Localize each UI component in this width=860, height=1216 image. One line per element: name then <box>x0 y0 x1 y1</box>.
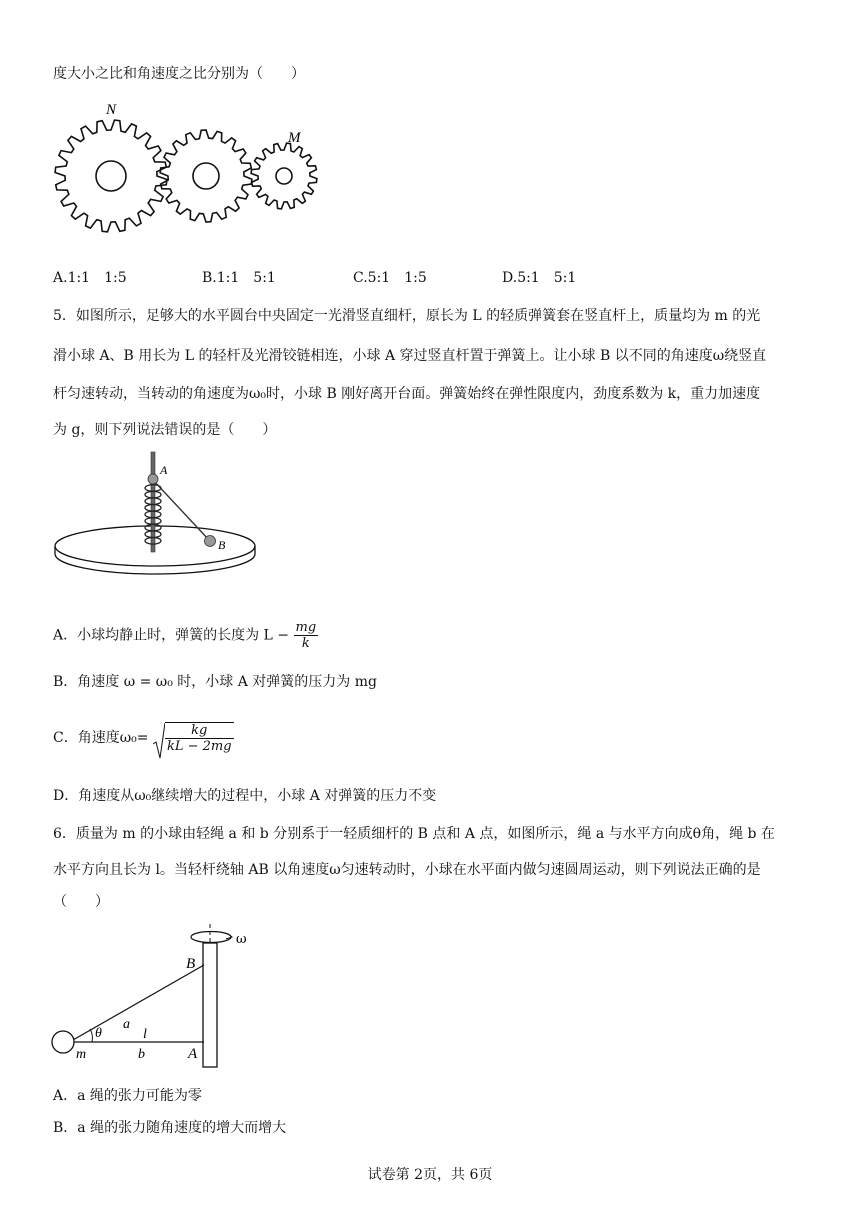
label-n: N <box>106 102 117 118</box>
q5-stem-line3: 杆匀速转动，当转动的角速度为ω₀时，小球 B 刚好离开台面。弹簧始终在弹性限度内，劲度系数为 k，重力加速度 <box>53 386 761 402</box>
gearN-outline <box>55 120 167 232</box>
gears-figure <box>48 96 328 256</box>
label-rope-b: b <box>138 1047 145 1062</box>
gear-n <box>55 120 167 232</box>
label-b: B <box>218 538 226 552</box>
q5-option-b[interactable]: B．角速度 ω = ω₀ 时，小球 A 对弹簧的压力为 mg <box>53 674 377 690</box>
q6-option-b[interactable]: B．a 绳的张力随角速度的增大而增大 <box>53 1120 287 1136</box>
q5-stem-line1: 5．如图所示，足够大的水平圆台中央固定一光滑竖直细杆，原长为 L 的轻质弹簧套在竖直杆上，质量均为 m 的光 <box>53 308 761 324</box>
q5-option-a[interactable]: A．小球均静止时，弹簧的长度为 L − $\frac{mg}{k}$ <box>53 620 317 651</box>
label-length-l: l <box>143 1027 147 1042</box>
fraction-mg-over-k: $\frac{mg}{k}$ <box>295 620 317 651</box>
label-omega: ω <box>236 932 247 947</box>
q6-stem-line2: 水平方向且长为 l。当轻杆绕轴 AB 以角速度ω匀速转动时，小球在水平面内做匀速圆周运动，则下列说法正确的是 <box>53 862 761 878</box>
turntable-figure <box>50 448 265 580</box>
label-rope-a: a <box>123 1017 130 1032</box>
q4-option-c[interactable]: C.5:1 1:5 <box>353 270 427 286</box>
q6-stem-line1: 6．质量为 m 的小球由轻绳 a 和 b 分别系于一轻质细杆的 B 点和 A 点，如图所示，绳 a 与水平方向成θ角，绳 b 在 <box>53 826 775 842</box>
label-point-a: A <box>188 1046 198 1062</box>
rope-a <box>73 965 204 1040</box>
q6-option-a[interactable]: A．a 绳的张力可能为零 <box>53 1088 202 1104</box>
q4-stem-tail: 度大小之比和角速度之比分别为（ ） <box>53 66 305 82</box>
q4-option-a[interactable]: A.1:1 1:5 <box>53 270 127 286</box>
page-footer: 试卷第 2页，共 6页 <box>367 1167 493 1183</box>
q5-stem-line4: 为 g，则下列说法错误的是（ ） <box>53 422 277 438</box>
q5-option-c[interactable]: C．角速度ω₀= $\frac{kg}{kL - 2mg}$ <box>53 722 234 754</box>
q5-option-d[interactable]: D．角速度从ω₀继续增大的过程中，小球 A 对弹簧的压力不变 <box>53 788 437 804</box>
label-a: A <box>160 463 168 477</box>
label-theta: θ <box>95 1026 102 1041</box>
gearM-outline <box>251 143 317 209</box>
rotation-arrow <box>191 932 231 943</box>
label-m: M <box>288 130 301 146</box>
label-point-b: B <box>186 956 196 972</box>
ball-m <box>52 1031 74 1053</box>
q4-option-d[interactable]: D.5:1 5:1 <box>502 270 577 286</box>
q4-option-b[interactable]: B.1:1 5:1 <box>202 270 276 286</box>
ball-a <box>148 474 158 484</box>
q6-stem-line3: （ ） <box>53 894 109 910</box>
fraction-kg-over-kl-2mg: $\frac{kg}{kL - 2mg}$ <box>166 723 232 754</box>
light-rod <box>203 943 217 1067</box>
gear-middle <box>160 130 252 222</box>
q5-stem-line2: 滑小球 A、B 用长为 L 的轻杆及光滑铰链相连，小球 A 穿过竖直杆置于弹簧上。让小球 B 以不同的角速度ω绕竖直 <box>53 348 767 364</box>
gearMid-outline <box>160 130 252 222</box>
label-mass-m: m <box>76 1047 87 1062</box>
rod-rope-figure <box>48 922 268 1072</box>
ball-b <box>205 536 216 547</box>
sqrt-expression <box>153 722 234 754</box>
gear-m <box>251 143 317 209</box>
